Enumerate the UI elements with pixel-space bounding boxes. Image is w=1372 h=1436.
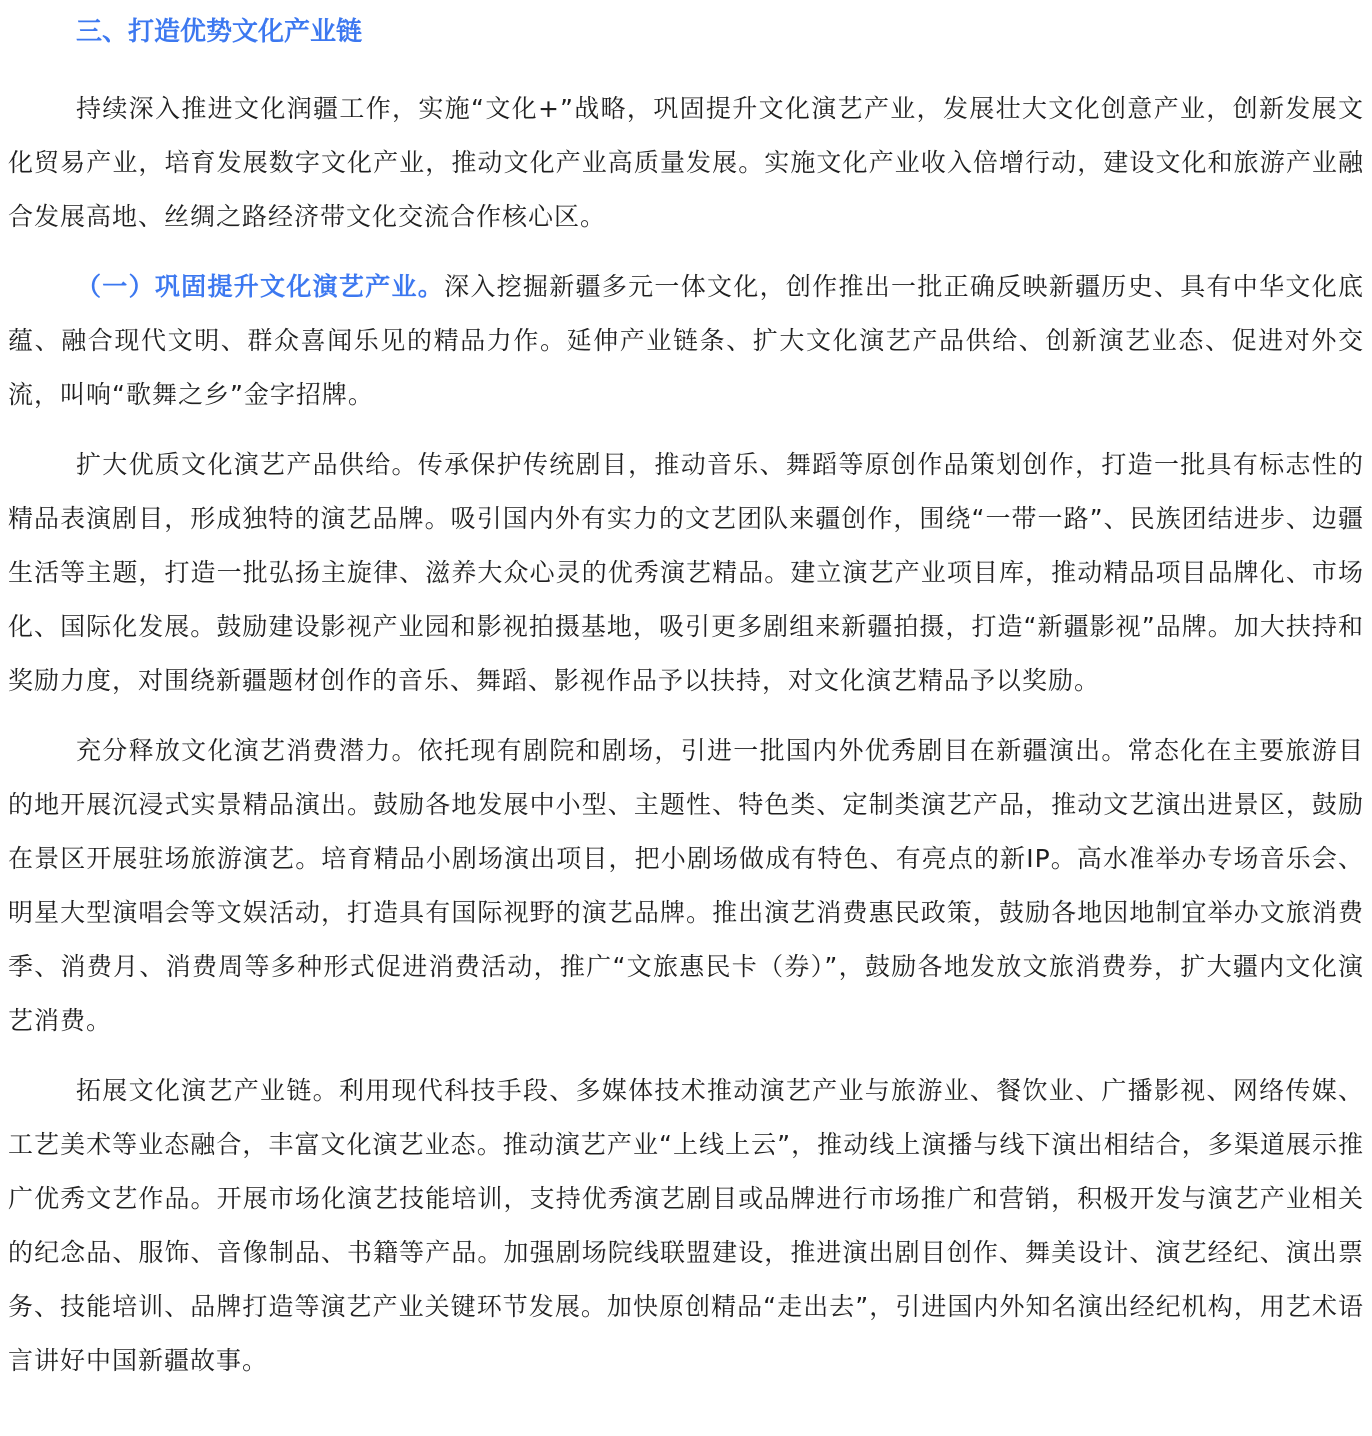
- paragraph-subsection-one: [8, 260, 1364, 422]
- subsection-heading: （一）巩固提升文化演艺产业。: [76, 272, 445, 301]
- paragraph-supply: [8, 438, 1364, 708]
- paragraph-text: 充分释放文化演艺消费潜力。依托现有剧院和剧场，引进一批国内外优秀剧目在新疆演出。常态化在主要旅游目的地开展沉浸式实景精品演出。鼓励各地发展中小型、主题性、特色类、定制类演艺产品，推动文艺演出进景区，鼓励在景区开展驻场旅游演艺。培育精品小剧场演出项目，把小剧场做成有特色、有亮点的新IP。高水准举办专场音乐会、明星大型演唱会等文娱活动，打造具有国际视野的演艺品牌。推出演艺消费惠民政策，鼓励各地因地制宜举办文旅消费季、消费月、消费周等多种形式促进消费活动，推广“文旅惠民卡（券）”，鼓励各地发放文旅消费券，扩大疆内文化演艺消费。: [8, 736, 1364, 1035]
- paragraph-text: 持续深入推进文化润疆工作，实施“文化+”战略，巩固提升文化演艺产业，发展壮大文化创意产业，创新发展文化贸易产业，培育发展数字文化产业，推动文化产业高质量发展。实施文化产业收入倍增行动，建设文化和旅游产业融合发展高地、丝绸之路经济带文化交流合作核心区。: [8, 94, 1364, 231]
- section-heading: 三、打造优势文化产业链: [76, 17, 363, 47]
- paragraph-text: 扩大优质文化演艺产品供给。传承保护传统剧目，推动音乐、舞蹈等原创作品策划创作，打造一批具有标志性的精品表演剧目，形成独特的演艺品牌。吸引国内外有实力的文艺团队来疆创作，围绕“一带一路”、民族团结进步、边疆生活等主题，打造一批弘扬主旋律、滋养大众心灵的优秀演艺精品。建立演艺产业项目库，推动精品项目品牌化、市场化、国际化发展。鼓励建设影视产业园和影视拍摄基地，吸引更多剧组来新疆拍摄，打造“新疆影视”品牌。加大扶持和奖励力度，对围绕新疆题材创作的音乐、舞蹈、影视作品予以扶持，对文化演艺精品予以奖励。: [8, 450, 1364, 695]
- paragraph-industry-chain: [8, 1064, 1364, 1388]
- paragraph-intro: [8, 82, 1364, 244]
- paragraph-text: 深入挖掘新疆多元一体文化，创作推出一批正确反映新疆历史、具有中华文化底蕴、融合现代文明、群众喜闻乐见的精品力作。延伸产业链条、扩大文化演艺产品供给、创新演艺业态、促进对外交流，叫响“歌舞之乡”金字招牌。: [8, 272, 1364, 409]
- paragraph-consumption: [8, 724, 1364, 1048]
- paragraph-text: 拓展文化演艺产业链。利用现代科技手段、多媒体技术推动演艺产业与旅游业、餐饮业、广播影视、网络传媒、工艺美术等业态融合，丰富文化演艺业态。推动演艺产业“上线上云”，推动线上演播与线下演出相结合，多渠道展示推广优秀文艺作品。开展市场化演艺技能培训，支持优秀演艺剧目或品牌进行市场推广和营销，积极开发与演艺产业相关的纪念品、服饰、音像制品、书籍等产品。加强剧场院线联盟建设，推进演出剧目创作、舞美设计、演艺经纪、演出票务、技能培训、品牌打造等演艺产业关键环节发展。加快原创精品“走出去”，引进国内外知名演出经纪机构，用艺术语言讲好中国新疆故事。: [8, 1076, 1364, 1375]
